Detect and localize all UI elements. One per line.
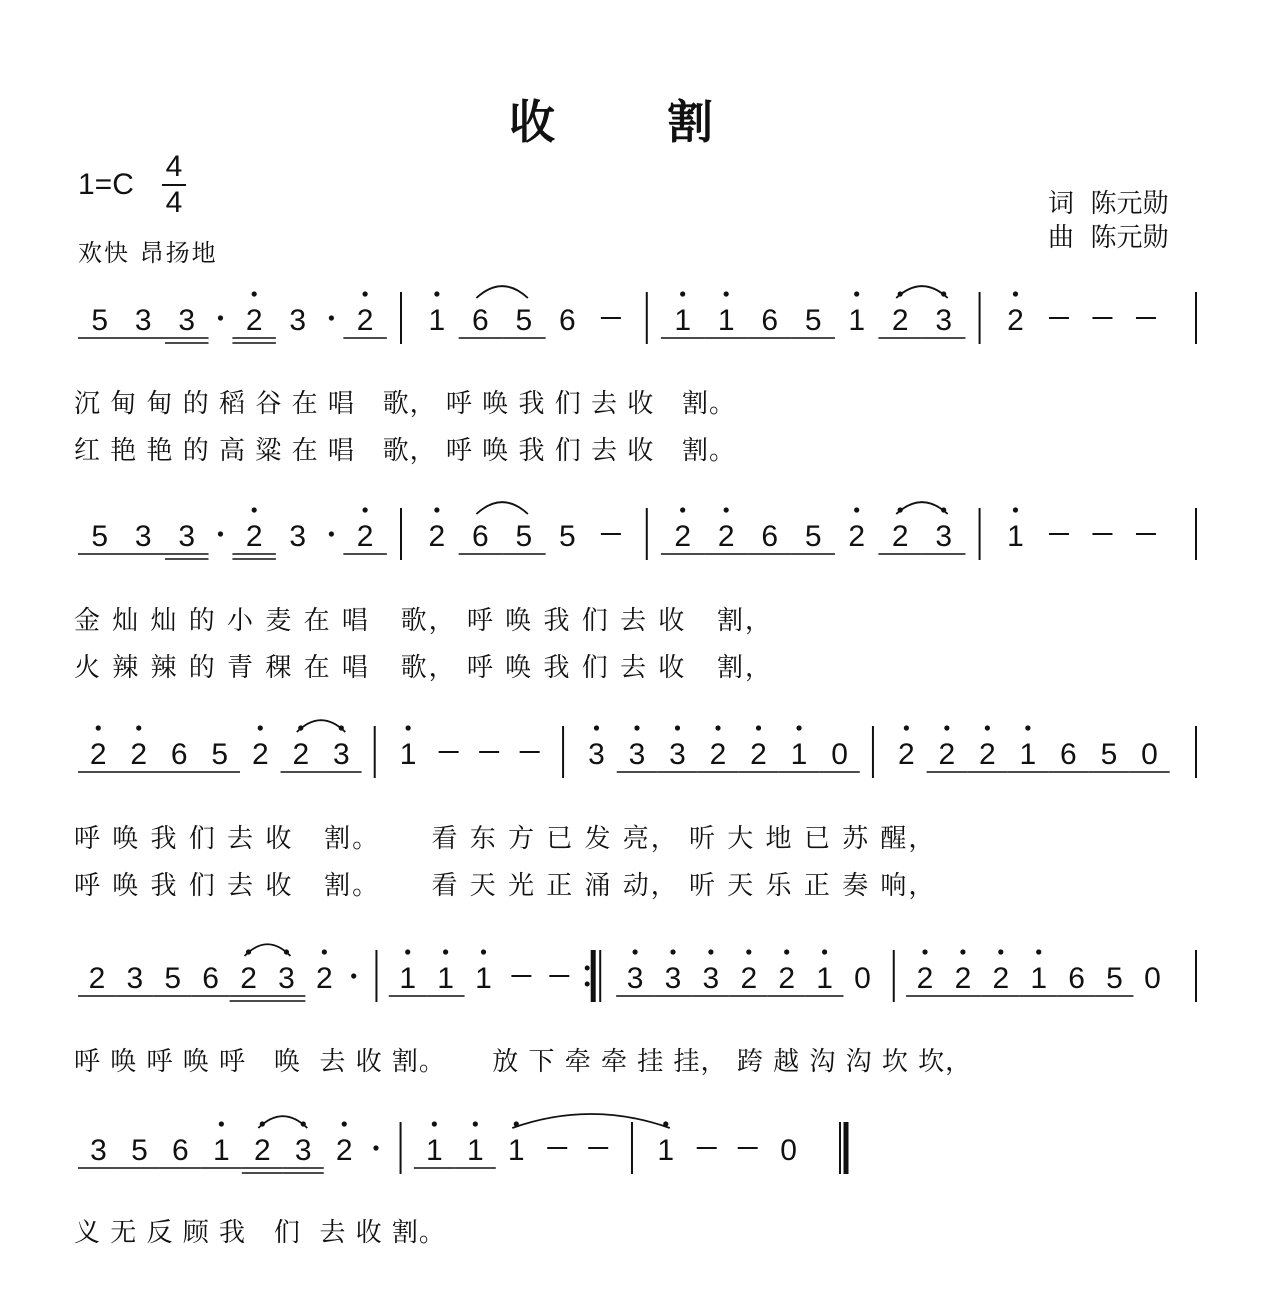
note-1: 1 (466, 1134, 484, 1167)
octave-dot (594, 725, 599, 730)
note-0: 0 (1144, 962, 1161, 995)
note-2: 2 (717, 520, 735, 553)
lyric-line-4-1: 呼 唤 呼 唤 呼 唤 去 收 割。 放 下 牵 牵 挂 挂， 跨 越 沟 沟 坎 坎， (74, 1047, 973, 1077)
note-0: 0 (1141, 738, 1158, 771)
note-2: 2 (335, 1134, 353, 1167)
note-2: 2 (315, 962, 333, 995)
octave-dot (363, 291, 368, 296)
note-2: 2 (979, 738, 996, 771)
note-1: 1 (213, 1134, 230, 1167)
octave-dot (998, 949, 1003, 954)
lyric-line-1-1: 沉 甸 甸 的 稻 谷 在 唱 歌， 呼 唤 我 们 去 收 割。 (74, 389, 737, 419)
note-2: 2 (251, 738, 269, 771)
note-3: 3 (669, 738, 686, 771)
octave-dot (405, 949, 410, 954)
note-1: 1 (1007, 520, 1024, 553)
octave-dot (481, 949, 486, 954)
slur-tie (896, 502, 948, 514)
octave-dot (822, 949, 827, 954)
note-2: 2 (674, 520, 692, 553)
octave-dot (960, 949, 965, 954)
octave-dot (708, 949, 713, 954)
note-2: 2 (240, 962, 257, 995)
note-2: 2 (891, 304, 909, 337)
note-3: 3 (628, 738, 646, 771)
note-1: 1 (1019, 738, 1037, 771)
octave-dot (258, 725, 263, 730)
lyric-line-2-1: 金 灿 灿 的 小 麦 在 唱 歌， 呼 唤 我 们 去 收 割， (74, 606, 774, 636)
octave-dot (680, 507, 685, 512)
dot-extension (329, 531, 334, 536)
octave-dot (922, 949, 927, 954)
octave-dot (854, 507, 859, 512)
note-3: 3 (626, 962, 644, 995)
note-2: 2 (245, 304, 263, 337)
note-6: 6 (761, 520, 779, 553)
octave-dot (406, 725, 411, 730)
key-label: 1=C (78, 168, 134, 201)
note-5: 5 (91, 520, 109, 553)
note-3: 3 (90, 1134, 107, 1167)
octave-dot (432, 1121, 437, 1126)
note-2: 2 (245, 520, 263, 553)
lyric-line-3-1: 呼 唤 我 们 去 收 割。 看 东 方 已 发 亮， 听 大 地 已 苏 醒， (74, 824, 937, 854)
octave-dot (136, 725, 141, 730)
note-2: 2 (848, 520, 866, 553)
note-1: 1 (428, 304, 446, 337)
octave-dot (633, 949, 638, 954)
note-3: 3 (289, 304, 307, 337)
note-3: 3 (134, 520, 152, 553)
note-1: 1 (674, 304, 692, 337)
octave-dot (634, 725, 639, 730)
repeat-dot (585, 966, 590, 971)
octave-dot (434, 291, 439, 296)
octave-dot (944, 725, 949, 730)
note-1: 1 (816, 962, 833, 995)
octave-dot (96, 725, 101, 730)
note-6: 6 (1068, 962, 1085, 995)
note-2: 2 (130, 738, 148, 771)
note-6: 6 (472, 304, 489, 337)
slur-tie (476, 286, 528, 298)
note-3: 3 (935, 304, 953, 337)
note-3: 3 (289, 520, 307, 553)
note-2: 2 (891, 520, 909, 553)
composer-credit: 曲 陈元勋 (1048, 223, 1169, 253)
octave-dot (715, 725, 720, 730)
note-2: 2 (356, 520, 374, 553)
octave-dot (1013, 291, 1018, 296)
octave-dot (252, 291, 257, 296)
note-2: 2 (253, 1134, 271, 1167)
note-3: 3 (178, 304, 196, 337)
note-6: 6 (202, 962, 219, 995)
note-5: 5 (559, 520, 576, 553)
note-3: 3 (178, 520, 196, 553)
octave-dot (252, 507, 257, 512)
note-2: 2 (88, 962, 106, 995)
dot-extension (351, 973, 356, 978)
dot-extension (373, 1145, 378, 1150)
dot-extension (218, 531, 223, 536)
note-1: 1 (426, 1134, 443, 1167)
note-2: 2 (1007, 304, 1024, 337)
octave-dot (680, 291, 685, 296)
note-0: 0 (831, 738, 848, 771)
note-1: 1 (717, 304, 735, 337)
note-6: 6 (761, 304, 779, 337)
note-2: 2 (740, 962, 758, 995)
note-1: 1 (790, 738, 808, 771)
note-5: 5 (515, 304, 533, 337)
octave-dot (854, 291, 859, 296)
dot-extension (329, 315, 334, 320)
note-5: 5 (91, 304, 109, 337)
note-6: 6 (559, 304, 576, 337)
note-0: 0 (854, 962, 871, 995)
octave-dot (904, 725, 909, 730)
octave-dot (363, 507, 368, 512)
octave-dot (1013, 507, 1018, 512)
note-5: 5 (1100, 738, 1118, 771)
octave-dot (1036, 949, 1041, 954)
octave-dot (985, 725, 990, 730)
note-2: 2 (89, 738, 107, 771)
note-2: 2 (428, 520, 446, 553)
note-3: 3 (332, 738, 350, 771)
slur-tie (896, 286, 948, 298)
octave-dot (443, 949, 448, 954)
slur-tie (297, 720, 346, 732)
note-1: 1 (657, 1134, 675, 1167)
octave-dot (1025, 725, 1030, 730)
octave-dot (746, 949, 751, 954)
note-5: 5 (164, 962, 182, 995)
note-5: 5 (1106, 962, 1123, 995)
note-2: 2 (898, 738, 915, 771)
note-2: 2 (356, 304, 374, 337)
time-bottom: 4 (165, 186, 183, 219)
octave-dot (724, 291, 729, 296)
octave-dot (784, 949, 789, 954)
note-6: 6 (1060, 738, 1077, 771)
octave-dot (670, 949, 675, 954)
note-1: 1 (399, 738, 417, 771)
note-1: 1 (507, 1134, 525, 1167)
note-5: 5 (211, 738, 229, 771)
lyric-line-1-2: 红 艳 艳 的 高 粱 在 唱 歌， 呼 唤 我 们 去 收 割。 (74, 436, 737, 466)
dot-extension (218, 315, 223, 320)
octave-dot (756, 725, 761, 730)
note-1: 1 (1030, 962, 1048, 995)
lyric-line-5-1: 义 无 反 顾 我 们 去 收 割。 (74, 1218, 446, 1248)
slur-tie (476, 502, 528, 514)
octave-dot (342, 1121, 347, 1126)
octave-dot (473, 1121, 478, 1126)
note-3: 3 (702, 962, 720, 995)
note-3: 3 (126, 962, 144, 995)
note-2: 2 (992, 962, 1010, 995)
note-1: 1 (399, 962, 417, 995)
note-5: 5 (515, 520, 533, 553)
note-6: 6 (472, 520, 489, 553)
note-5: 5 (804, 304, 822, 337)
note-2: 2 (916, 962, 934, 995)
lyricist-credit: 词 陈元勋 (1048, 189, 1169, 219)
slur-tie (258, 1116, 307, 1128)
note-2: 2 (709, 738, 727, 771)
note-2: 2 (938, 738, 956, 771)
octave-dot (219, 1121, 224, 1126)
note-5: 5 (131, 1134, 148, 1167)
octave-dot (322, 949, 327, 954)
note-3: 3 (935, 520, 953, 553)
note-0: 0 (780, 1134, 797, 1167)
lyric-line-2-2: 火 辣 辣 的 青 稞 在 唱 歌， 呼 唤 我 们 去 收 割， (74, 653, 774, 683)
note-1: 1 (475, 962, 492, 995)
note-2: 2 (292, 738, 310, 771)
note-1: 1 (848, 304, 866, 337)
page-title: 收 割 (508, 95, 761, 149)
lyric-line-3-2: 呼 唤 我 们 去 收 割。 看 天 光 正 涌 动， 听 天 乐 正 奏 响， (74, 871, 937, 901)
tempo-marking: 欢快 昂扬地 (78, 239, 218, 267)
note-3: 3 (278, 962, 295, 995)
note-3: 3 (664, 962, 682, 995)
time-top: 4 (165, 150, 183, 183)
octave-dot (434, 507, 439, 512)
note-2: 2 (750, 738, 767, 771)
octave-dot (796, 725, 801, 730)
repeat-dot (585, 982, 590, 987)
note-1: 1 (437, 962, 454, 995)
octave-dot (724, 507, 729, 512)
note-3: 3 (294, 1134, 312, 1167)
note-5: 5 (804, 520, 822, 553)
note-6: 6 (170, 738, 188, 771)
note-2: 2 (778, 962, 796, 995)
slur-tie (245, 944, 291, 956)
octave-dot (675, 725, 680, 730)
slur-tie (512, 1114, 670, 1128)
note-6: 6 (172, 1134, 189, 1167)
note-3: 3 (134, 304, 152, 337)
note-2: 2 (954, 962, 972, 995)
note-3: 3 (588, 738, 605, 771)
